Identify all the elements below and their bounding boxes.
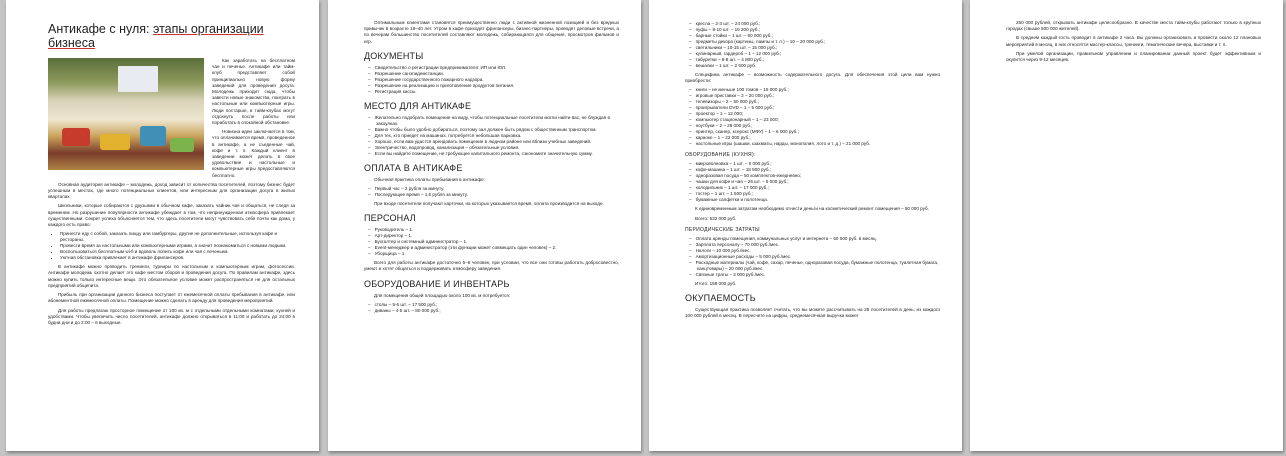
- list-item: – холодильник – 1 шт. – 17 000 руб.;: [697, 185, 940, 191]
- list-item: – кофе-машина – 1 шт. – 18 500 руб.;: [697, 167, 940, 173]
- body-paragraph: Школьники, которые собираются с друзьями в обычном кафе, заказать чайник чая и общаться, не следя за временем. Но разрушение популярности антикафе убеждает в том, что непринужденная атмосфера привлекает существенными. Секрет успеха объясняется тем, что здесь посетители могут чувствовать себя почти как дома, у каждого есть право:: [48, 203, 295, 228]
- total-periodic: Итого: 158 000 руб.: [695, 280, 737, 286]
- list-item: – предметы декора (картины, лампы и т. п.) – 10 – 20 000 руб.;: [697, 39, 940, 45]
- list-item: – Разрешение государственного пожарного надзора.: [376, 77, 619, 83]
- furniture-list: [685, 21, 940, 69]
- place-list: [364, 115, 619, 157]
- document-page-1: [6, 0, 319, 451]
- list-item: – пуфы – 8-10 шт. – 19 200 руб.;: [697, 27, 940, 33]
- list-item: – Электричество, водопровод, канализация – обязательные условия.: [376, 145, 619, 151]
- list-item: – Разрешение санэпидемстанции.: [376, 71, 619, 77]
- list-item: – Первый час – 2 рубля за минуту.: [376, 186, 619, 192]
- list-item: – ноутбуки – 2 – 28 000 руб.;: [697, 123, 940, 129]
- body-paragraph: Для помещения общей площадью около 100 кв. м потребуется:: [374, 292, 511, 298]
- page-title: [48, 22, 295, 50]
- list-item: – Зарплата персоналу – 70 000 руб./мес.: [697, 242, 940, 248]
- list-item: – проигрыватели DVD – 1 – 5 000 руб.;: [697, 105, 940, 111]
- body-paragraph: Прибыль при организации данного бизнеса поступает от ежемесячной оплаты пребывания в антикафе, или абонементной ежемесячной оплаты. Помещение можно сделать в аренду для проведения мероприятий.: [48, 292, 295, 304]
- section-heading-payback: ОКУПАЕМОСТЬ: [685, 293, 756, 304]
- body-paragraph: В антикафе можно проводить тренинги, турниры по настольным и компьютерным играм, фотосессии. Антикафе молодежь охотно делает это кафе местом сборов и проведения досуга. По правилам антикафе, здесь можно купить только интересные вещи. Это обязательное условие может распространяться не для остальных предприятий общепита.: [48, 264, 295, 288]
- list-item: – одноразовая посуда – 50 комплектов-ежедневно;: [697, 173, 940, 179]
- title-underlined-text: этапы организации бизнеса: [48, 22, 264, 50]
- list-item: – кресла – 2-3 шт. – 24 000 руб.;: [697, 21, 940, 27]
- list-item: – Свидетельство о регистрации предпринимателя: ИП или ЮЛ.: [376, 65, 619, 71]
- list-item: – караоке – 1 – 22 000 руб.;: [697, 135, 940, 141]
- list-item: – Важно чтобы было удобно добираться, поэтому зал должен быть рядом с общественным транспортом.: [376, 127, 619, 133]
- list-item: – проектор – 1 – 12 000;: [697, 111, 940, 117]
- periodic-list: [685, 236, 940, 278]
- section-heading-kitchen: ОБОРУДОВАНИЕ (КУХНЯ):: [685, 152, 756, 159]
- documents-list: [364, 65, 619, 95]
- list-item: – Руководитель – 1.: [376, 227, 619, 233]
- list-item: – Арт-директор – 1.: [376, 233, 619, 239]
- anticafe-photo: [48, 58, 204, 170]
- list-item: – барные стойки – 1 шт. – 60 000 руб.;: [697, 33, 940, 39]
- document-page-3: [649, 0, 962, 451]
- list-item: – компьютер стационарный – 1 – 23 000;: [697, 117, 940, 123]
- document-page-4: [970, 0, 1283, 451]
- list-item: – Хорошо, если вам удастся арендовать помещение в людном районе или вблизи учебных заведений.: [376, 139, 619, 145]
- list-item: – телевизоры – 2 – 50 000 руб.;: [697, 99, 940, 105]
- body-paragraph: При входе посетители получают карточки, на которых указывается время, оплата производится на выходе.: [374, 201, 604, 207]
- equipment-list: [364, 302, 619, 314]
- intro-paragraph: Как заработать на бесплатном чае и печенье. Антикафе или тайм-клуб представляет собой принципиально новую форму заведений для проведения досуга. Молодежь приходит сюда, чтобы завести новые знакомства, поиграть в настольные или компьютерные игры. Люди постарше, в тайм-клубах могут отдохнуть после работы или поработать в спокойной обстановке.: [212, 58, 295, 126]
- intro-paragraph: Новизна идеи заключается в том, что оплачивается время, проведенное в антикафе, а не съеденные чай, кофе и т. п. Каждый клиент в заведении может делать в свое удовольствие и настольные и компьютерные игры предоставляются бесплатно.: [212, 129, 295, 178]
- section-heading-periodic: ПЕРИОДИЧЕСКИЕ ЗАТРАТЫ: [685, 226, 760, 233]
- list-item: – игровые приставки – 2 – 20 000 руб.;: [697, 93, 940, 99]
- list-item: – Расходные материалы (чай, кофе, сахар, печенье, одноразовая посуда, бумажные полотенца, туалетная бумага, канцтовары) – 20 000 руб./мес.: [697, 260, 940, 272]
- intro-block: [48, 58, 295, 182]
- list-item: • Провести время за настольными или компьютерными играми, а значит познакомиться с новыми людьми.: [60, 243, 295, 249]
- body-paragraph: Существующая практика позволяет считать, что вы можете рассчитывать на 25 посетителей в день, из каждого 100 000 рублей в месяц. В пересчете на цифры, среднемесячная выручка может: [685, 307, 940, 319]
- list-item: – Для тех, кто приедет на машинах, потребуется небольшая парковка.: [376, 133, 619, 139]
- list-item: • Принести еду с собой, заказать пиццу или гамбургеры, другие не дополнительные, используя кафе и рестораны.: [60, 231, 295, 243]
- list-item: – микроволновка – 1 шт. – 5 000 руб.;: [697, 161, 940, 167]
- body-paragraph: Для работы предлагаю просторное помещение от 100 кв. м с отдельными отдельными комнатами, кухней и удобствами. Чтобы увеличить число посетителей, антикафе должно открываться в 11:00 и работать до 24:00 в будни дни и до 2:00 – в выходные.: [48, 307, 295, 325]
- body-paragraph: Специфика антикафе – возможность содержательного досуга. Для обеспечения этой цели вам нужно приобрести:: [685, 72, 940, 84]
- list-item: – книги – не меньше 100 томов – 15 000 руб.;: [697, 87, 940, 93]
- total-one-time: Всего: 532 000 руб.: [695, 215, 737, 221]
- list-item: – тостер – 1 шт. – 1 500 руб.;: [697, 191, 940, 197]
- list-item: • Уютная обстановка привлекает в антикафе фрилансеров.: [60, 255, 295, 261]
- list-item: – вешалки – 1 шт. – 2 500 руб.: [697, 63, 940, 69]
- list-item: – табуретки – 6-8 шт. – 4 800 руб.;: [697, 57, 940, 63]
- list-item: – Разрешение на реализацию и приготовление продуктов питания.: [376, 83, 619, 89]
- staff-list: [364, 227, 619, 257]
- body-paragraph: Всего для работы антикафе достаточно 5–6 человек, при условии, что все они готовы работать добросовестно, умеют и хотят общаться и поддерживать атмосферу заведения.: [364, 260, 619, 272]
- list-item: – Уборщица – 1.: [376, 251, 619, 257]
- title-text: Антикафе с нуля:: [48, 22, 153, 36]
- list-item: – Связные траты – 3 000 руб./мес.: [697, 272, 940, 278]
- list-item: – Амортизационные расходы – 5 000 руб./мес.: [697, 254, 940, 260]
- section-heading-equipment: ОБОРУДОВАНИЕ И ИНВЕНТАРЬ: [364, 278, 510, 289]
- body-paragraph: В среднем каждый гость проводит в антикафе 2 часа. Вы должны организовать и провести около 12 плановых мероприятий в месяц, в них относятся мастер-классы, тренинги, тематические вечера, выставки и т. п.: [1006, 35, 1261, 47]
- rights-list: [48, 231, 295, 261]
- list-item: – столы – 5-6 шт. – 17 500 руб.;: [376, 302, 619, 308]
- body-paragraph: Оптимальным клиентами становятся преимущественно люди с активной жизненной позицией и без вредных привычек в возрасте 18–40 лет. Утром в кафе приходят фрилансеры, бизнес-партнеры, проводят деловые встречи, а по вечерам большинство посетителей составляют молодежь, собирающаяся для общения, просмотров фильмов и игр.: [364, 20, 619, 44]
- list-item: – Event-менеджер и администратор (эти функции может совмещать один человек) – 2.: [376, 245, 619, 251]
- list-item: – чашки для кофе и чая – 25 шт. – 5 000 руб.;: [697, 179, 940, 185]
- body-paragraph: Обычная практика оплаты пребывания в антикафе:: [374, 176, 485, 182]
- list-item: – светильники – 10-15 шт. – 15 000 руб.;: [697, 45, 940, 51]
- body-paragraph: К единовременным затратам необходимо отнести деньги на косметический ремонт помещения – 50 000 руб.: [695, 206, 929, 212]
- list-item: – Желательно подобрать помещение на виду, чтобы потенциальные посетители могли найти вас, не блуждая в закоулках.: [376, 115, 619, 127]
- body-paragraph: 250 000 рублей, открывать антикафе целесообразно. В качестве места тайм-клубы работают только в крупных городах (свыше 500 000 жителей).: [1006, 20, 1261, 32]
- list-item: – бумажные салфетки и полотенца.: [697, 197, 940, 203]
- list-item: – Оплата аренды помещения, коммунальных услуг и интернета – 50 000 руб. в месяц.: [697, 236, 940, 242]
- payment-list: [364, 186, 619, 198]
- section-heading-payment: ОПЛАТА В АНТИКАФЕ: [364, 162, 463, 173]
- list-item: – принтер, сканер, ксерокс (МФУ) – 1 – 6 000 руб.;: [697, 129, 940, 135]
- list-item: – диваны – 4-5 шт. – 80 000 руб.;: [376, 308, 619, 314]
- list-item: – настольные игры (шашки, шахматы, нарды, монополия, лото и т. д.) – 21 000 руб.: [697, 141, 940, 147]
- list-item: – Если вы найдете помещение, не требующее капитального ремонта, сэкономите значительную сумму.: [376, 151, 619, 157]
- list-item: – Последующее время – 1,5 рубля за минуту.: [376, 192, 619, 198]
- list-item: – кулинарный, гардероб – 1 – 12 000 руб.;: [697, 51, 940, 57]
- list-item: – Бухгалтер и системный администратор – 1.: [376, 239, 619, 245]
- body-paragraph: При умелой организации, правильном управлении и планировании данный проект будет эффективным и окупится через 9-12 месяцев.: [1006, 50, 1261, 63]
- body-paragraph: Основная аудитория антикафе – молодежь, доход зависит от количества посетителей, поэтому бизнес будет успешным в местах, где много потенциальных клиентов, или интересным для организации досуга в жилых кварталах.: [48, 181, 295, 200]
- document-page-2: [328, 0, 641, 451]
- list-item: – Регистрация кассы.: [376, 89, 619, 95]
- section-heading-staff: ПЕРСОНАЛ: [364, 213, 416, 224]
- list-item: – Налоги – 10 000 руб./мес.: [697, 248, 940, 254]
- section-heading-place: МЕСТО ДЛЯ АНТИКАФЕ: [364, 100, 472, 111]
- leisure-items-list: [685, 87, 940, 147]
- kitchen-list: [685, 161, 940, 203]
- section-heading-documents: ДОКУМЕНТЫ: [364, 50, 424, 61]
- list-item: • Воспользоваться бесплатным wi-fi и вдоволь попить кофе или чая с печеньем.: [60, 249, 295, 255]
